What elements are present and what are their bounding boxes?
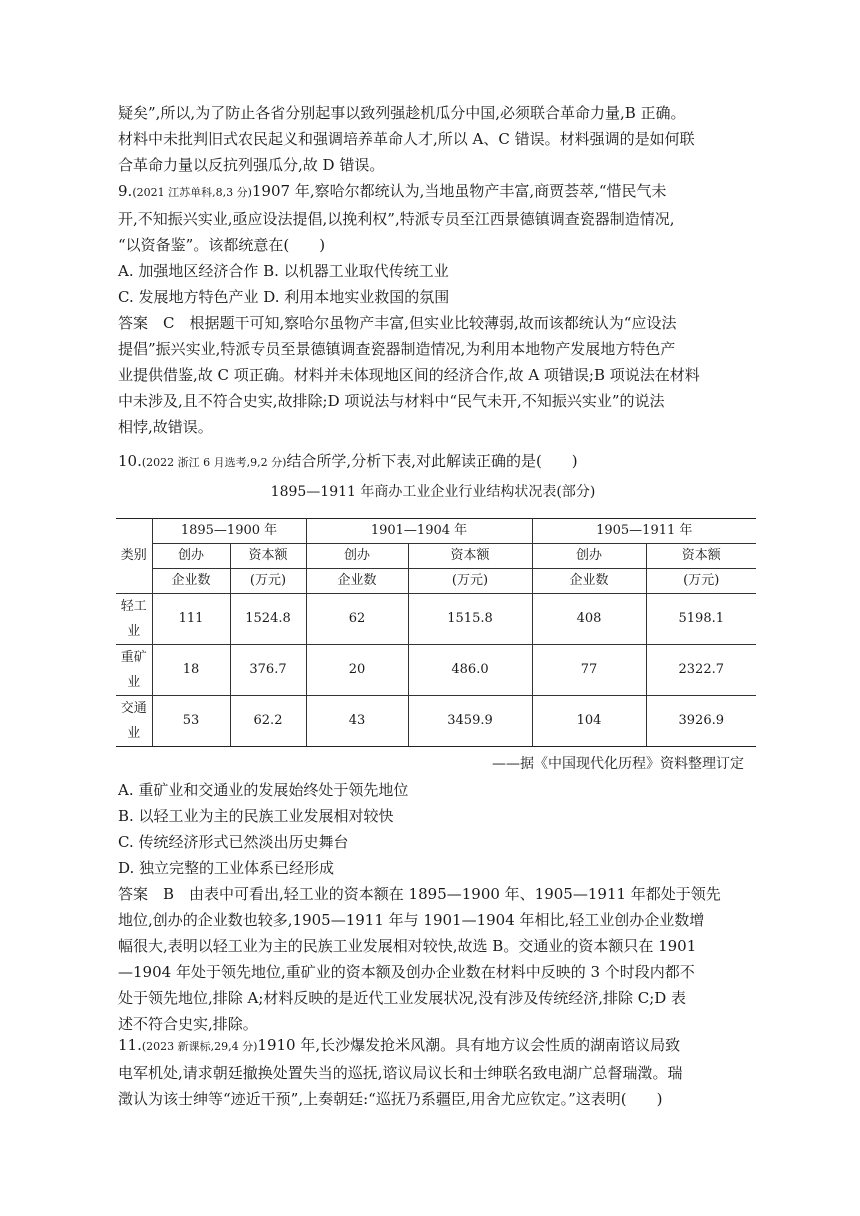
option-c: C. 发展地方特色产业: [118, 288, 259, 306]
subheader-count: 企业数: [532, 569, 646, 594]
answer-line: 答案 C 根据题干可知,察哈尔虽物产丰富,但实业比较薄弱,故而该都统认为“应设法: [118, 314, 677, 332]
subheader-count: 创办: [306, 544, 408, 569]
table-cell: 111: [152, 594, 230, 645]
table-cell: 20: [306, 645, 408, 696]
subheader-capital: (万元): [230, 569, 306, 594]
table-row: [116, 594, 756, 645]
table-subheader-row: [116, 569, 756, 594]
table-cell: 2322.7: [646, 645, 756, 696]
period-header: 1895—1900 年: [152, 519, 306, 544]
question-source: (2022 浙江 6 月选考,9,2 分): [141, 456, 287, 469]
option-b: B. 以机器工业取代传统工业: [263, 262, 449, 280]
table-cell: 62.2: [230, 696, 306, 747]
data-table: [116, 518, 756, 747]
table-cell: 43: [306, 696, 408, 747]
subheader-count: 企业数: [306, 569, 408, 594]
table-cell: 104: [532, 696, 646, 747]
subheader-capital: (万元): [646, 569, 756, 594]
category-cell: 交通 业: [116, 696, 152, 747]
table-cell: 62: [306, 594, 408, 645]
question-9-stem-line: [118, 178, 748, 206]
answer-line: 业提供借鉴,故 C 项正确。材料并未体现地区间的经济合作,故 A 项错误;B 项说法在材料: [118, 366, 700, 384]
text-line: 电军机处,请求朝廷撤换处置失当的巡抚,谘议局议长和士绅联名致电湖广总督瑞澂。瑞: [118, 1064, 683, 1082]
table-cell: 53: [152, 696, 230, 747]
table-cell: 1524.8: [230, 594, 306, 645]
subheader-capital: 资本额: [646, 544, 756, 569]
question-9-prior-explanation: [118, 100, 748, 178]
table-cell: 376.7: [230, 645, 306, 696]
table-caption: 1895—1911 年商办工业企业行业结构状况表(部分): [270, 484, 596, 500]
table-cell: 5198.1: [646, 594, 756, 645]
table-cell: 3926.9: [646, 696, 756, 747]
question-10: [118, 448, 748, 1037]
option-a: A. 重矿业和交通业的发展始终处于领先地位: [118, 781, 409, 799]
subheader-count: 创办: [532, 544, 646, 569]
category-header: 类别: [116, 519, 152, 594]
options-row: [118, 284, 748, 310]
question-text: 1907 年,察哈尔都统认为,当地虽物产丰富,商贾荟萃,“惜民气未: [251, 182, 667, 200]
table-row: [116, 645, 756, 696]
question-text: 结合所学,分析下表,对此解读正确的是( ): [286, 452, 578, 470]
category-cell: 轻工 业: [116, 594, 152, 645]
question-10-stem-line: [118, 448, 748, 476]
answer-line: 述不符合史实,排除。: [118, 1015, 258, 1033]
table-header-row: [116, 519, 756, 544]
subheader-capital: (万元): [408, 569, 532, 594]
subheader-capital: 资本额: [408, 544, 532, 569]
table-cell: 18: [152, 645, 230, 696]
table-cell: 3459.9: [408, 696, 532, 747]
question-source: (2021 江苏单科,8,3 分): [132, 186, 252, 199]
table-cell: 408: [532, 594, 646, 645]
answer-line: 处于领先地位,排除 A;材料反映的是近代工业发展状况,没有涉及传统经济,排除 C;D 表: [118, 989, 687, 1007]
question-text: 1910 年,长沙爆发抢米风潮。具有地方议会性质的湖南谘议局致: [257, 1036, 681, 1054]
text-line: 材料中未批判旧式农民起义和强调培养革命人才,所以 A、C 错误。材料强调的是如何联: [118, 130, 695, 148]
text-line: 澂认为该士绅等“迹近干预”,上奏朝廷:“巡抚乃系疆臣,用舍尤应钦定。”这表明( ): [118, 1090, 663, 1108]
option-a: A. 加强地区经济合作: [118, 262, 259, 280]
table-subheader-row: [116, 544, 756, 569]
table-row: [116, 696, 756, 747]
answer-line: —1904 年处于领先地位,重矿业的资本额及创办企业数在材料中反映的 3 个时段内都不: [118, 963, 695, 981]
option-d: D. 利用本地实业救国的氛围: [263, 288, 450, 306]
text-line: 开,不知振兴实业,亟应设法提倡,以挽利权”,特派专员至江西景德镇调查瓷器制造情况,: [118, 210, 675, 228]
period-header: 1905—1911 年: [532, 519, 756, 544]
table-cell: 1515.8: [408, 594, 532, 645]
text-line: 合革命力量以反抗列强瓜分,故 D 错误。: [118, 156, 385, 174]
question-number: 10.: [118, 452, 142, 470]
answer-line: 答案 B 由表中可看出,轻工业的资本额在 1895—1900 年、1905—1911 年都处于领先: [118, 885, 721, 903]
question-11: [118, 1032, 748, 1112]
option-b: B. 以轻工业为主的民族工业发展相对较快: [118, 807, 394, 825]
answer-line: 地位,创办的企业数也较多,1905—1911 年与 1901—1904 年相比,轻工业创办企业数增: [118, 911, 705, 929]
subheader-capital: 资本额: [230, 544, 306, 569]
question-number: 9.: [118, 182, 133, 200]
options-row: [118, 258, 748, 284]
category-cell: 重矿 业: [116, 645, 152, 696]
text-line: “以资备鉴”。该都统意在( ): [118, 236, 326, 254]
question-11-stem-line: [118, 1032, 748, 1060]
answer-line: 幅很大,表明以轻工业为主的民族工业发展相对较快,故选 B。交通业的资本额只在 1901: [118, 937, 697, 955]
answer-line: 中未涉及,且不符合史实,故排除;D 项说法与材料中“民气未开,不知振兴实业”的说法: [118, 392, 665, 410]
option-d: D. 独立完整的工业体系已经形成: [118, 859, 335, 877]
table-cell: 486.0: [408, 645, 532, 696]
subheader-count: 企业数: [152, 569, 230, 594]
period-header: 1901—1904 年: [306, 519, 532, 544]
answer-line: 相悖,故错误。: [118, 418, 213, 436]
answer-line: 提倡”振兴实业,特派专员至景德镇调查瓷器制造情况,为利用本地物产发展地方特色产: [118, 340, 676, 358]
question-number: 11.: [118, 1036, 142, 1054]
text-line: 疑矣”,所以,为了防止各省分别起事以致列强趁机瓜分中国,必须联合革命力量,B 正确。: [118, 104, 686, 122]
question-9: [118, 178, 748, 440]
table-source: ——据《中国现代化历程》资料整理订定: [492, 756, 744, 772]
option-c: C. 传统经济形式已然淡出历史舞台: [118, 833, 349, 851]
subheader-count: 创办: [152, 544, 230, 569]
question-source: (2023 新课标,29,4 分): [141, 1040, 258, 1053]
table-cell: 77: [532, 645, 646, 696]
